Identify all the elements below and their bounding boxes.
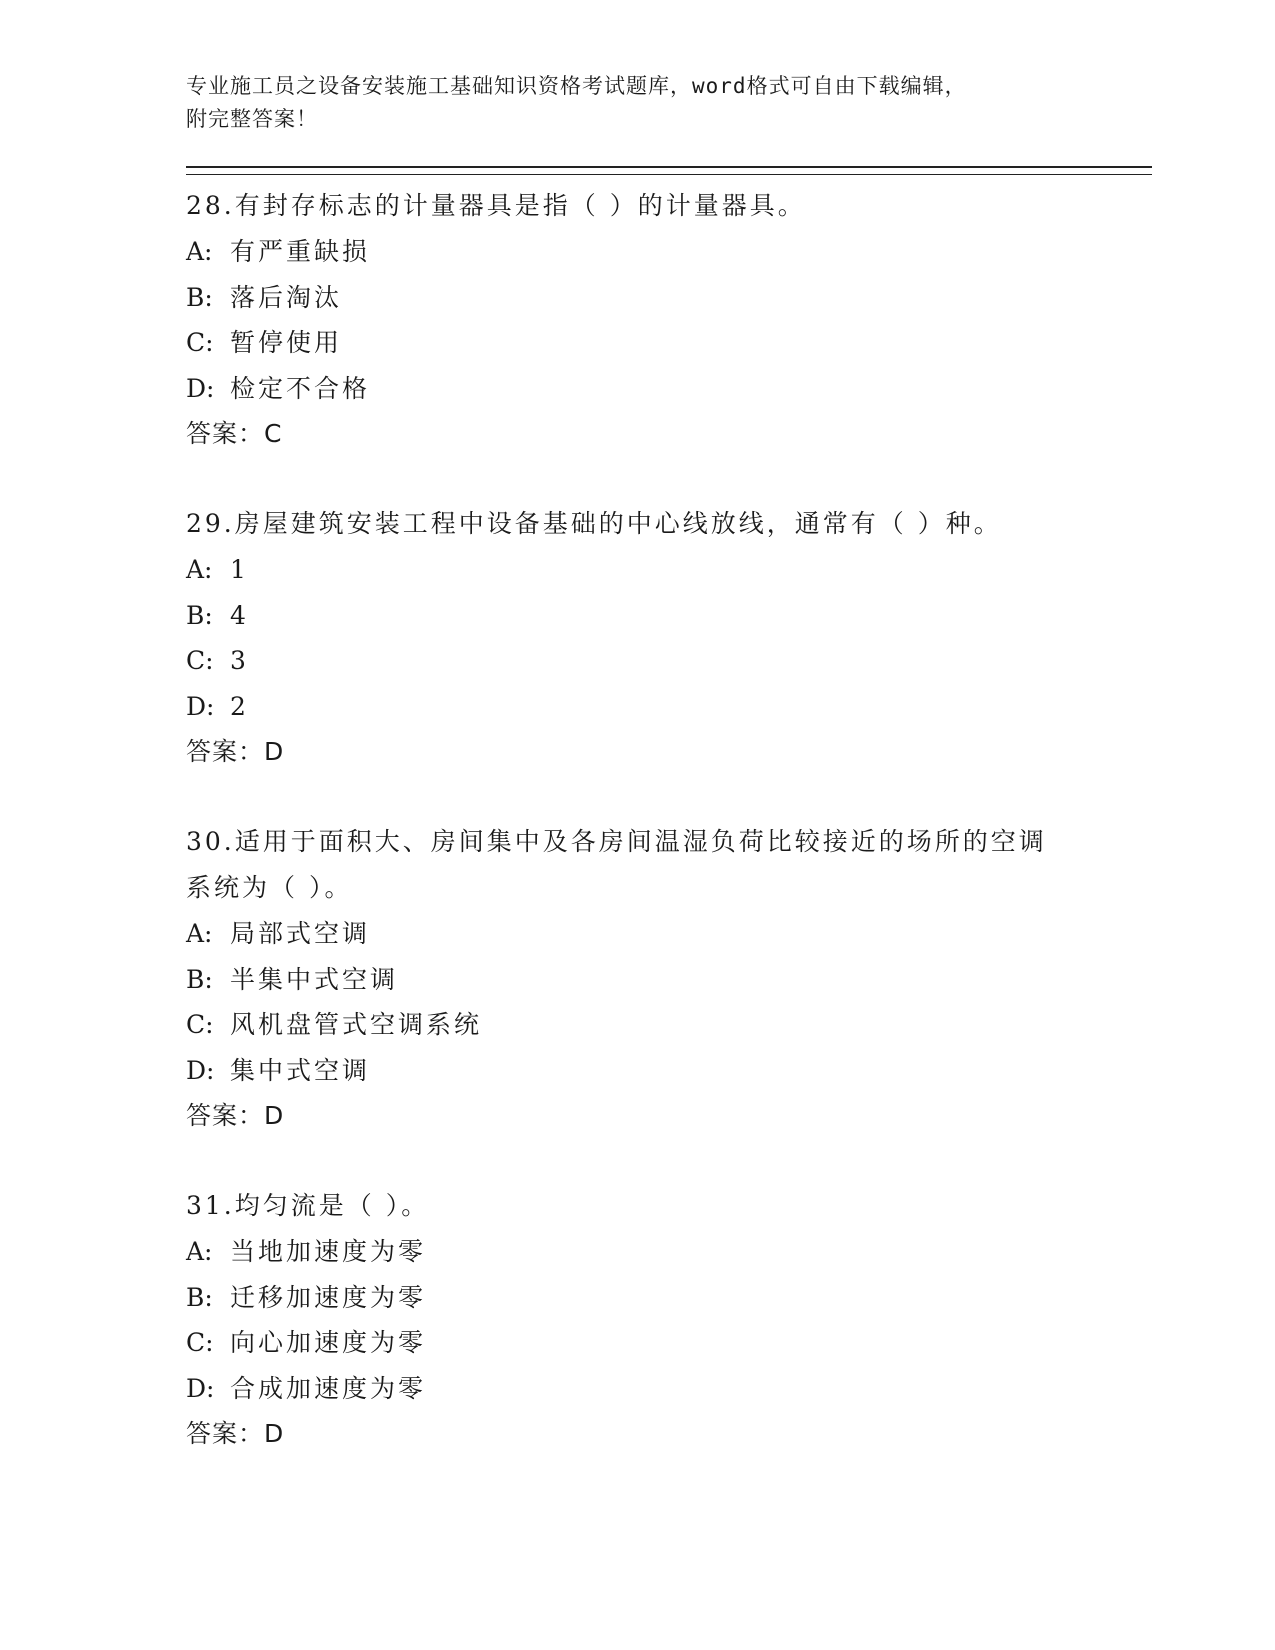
option-d	[186, 684, 1146, 730]
document-page	[186, 70, 1146, 1457]
option-b	[186, 593, 1146, 639]
option-d	[186, 1048, 1146, 1094]
option-label: A:	[186, 555, 213, 584]
option-a	[186, 1229, 1146, 1275]
option-text: 风机盘管式空调系统	[230, 1010, 483, 1039]
option-label: D:	[186, 373, 215, 403]
option-label: C:	[186, 646, 214, 675]
header-line-2: 附完整答案！	[186, 107, 318, 131]
option-text: 有严重缺损	[230, 237, 371, 266]
option-label: D:	[186, 1055, 215, 1085]
option-c	[186, 1320, 1146, 1366]
option-label: C:	[186, 1010, 214, 1039]
answer: 答案：D	[186, 1101, 285, 1130]
option-label: B:	[186, 964, 213, 994]
option-b	[186, 1275, 1146, 1321]
option-text: 当地加速度为零	[230, 1237, 427, 1266]
header-line-1: 专业施工员之设备安装施工基础知识资格考试题库，word格式可自由下载编辑，	[186, 74, 967, 98]
option-c	[186, 638, 1146, 684]
option-d	[186, 1366, 1146, 1412]
option-a	[186, 911, 1146, 957]
option-text: 集中式空调	[230, 1055, 371, 1085]
option-a	[186, 229, 1146, 275]
option-label: B:	[186, 600, 213, 630]
option-text: 1	[230, 555, 249, 584]
option-label: D:	[186, 1373, 215, 1403]
header-divider	[186, 166, 1152, 175]
option-text: 落后淘汰	[230, 282, 343, 312]
option-text: 合成加速度为零	[230, 1373, 427, 1403]
option-text: 暂停使用	[230, 328, 343, 357]
question-text: 28.有封存标志的计量器具是指（ ）的计量器具。	[186, 191, 806, 220]
option-label: A:	[186, 919, 213, 948]
document-header	[186, 70, 1146, 136]
option-label: A:	[186, 237, 213, 266]
option-label: C:	[186, 1328, 214, 1357]
option-b	[186, 957, 1146, 1003]
option-text: 3	[230, 646, 249, 675]
option-label: C:	[186, 328, 214, 357]
option-label: B:	[186, 1282, 213, 1312]
option-text: 迁移加速度为零	[230, 1282, 427, 1312]
option-b	[186, 275, 1146, 321]
question-text: 31.均匀流是（ ）。	[186, 1191, 430, 1220]
question-text: 30.适用于面积大、房间集中及各房间温湿负荷比较接近的场所的空调系统为（ ）。	[186, 827, 1047, 902]
option-text: 半集中式空调	[230, 964, 399, 994]
answer: 答案：C	[186, 419, 283, 448]
option-label: D:	[186, 691, 215, 721]
question-30	[186, 819, 1146, 1139]
option-text: 局部式空调	[230, 919, 371, 948]
option-text: 检定不合格	[230, 373, 371, 403]
question-31	[186, 1183, 1146, 1457]
option-c	[186, 320, 1146, 366]
option-label: A:	[186, 1237, 213, 1266]
option-a	[186, 547, 1146, 593]
question-28	[186, 183, 1146, 457]
option-label: B:	[186, 282, 213, 312]
question-29	[186, 501, 1146, 775]
option-text: 向心加速度为零	[230, 1328, 427, 1357]
question-text: 29.房屋建筑安装工程中设备基础的中心线放线，通常有（ ）种。	[186, 509, 1002, 538]
option-d	[186, 366, 1146, 412]
option-text: 4	[230, 600, 249, 630]
option-c	[186, 1002, 1146, 1048]
option-text: 2	[230, 691, 249, 721]
answer: 答案：D	[186, 737, 285, 766]
answer: 答案：D	[186, 1419, 285, 1448]
